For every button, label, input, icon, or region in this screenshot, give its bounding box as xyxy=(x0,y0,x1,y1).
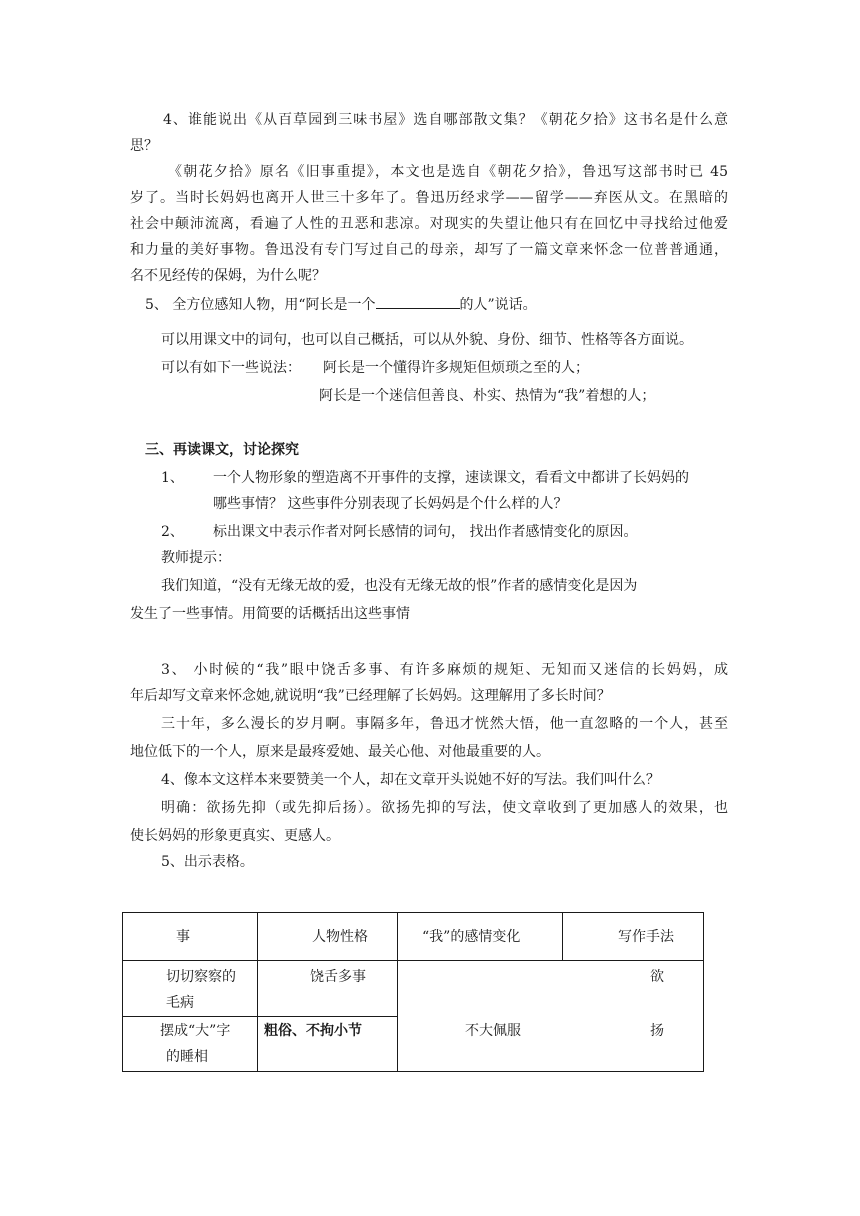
answer-paragraph-line-4: 和力量的美好事物。鲁迅没有专门写过自己的母亲，却写了一篇文章来怀念一位普普通通， xyxy=(130,242,728,258)
summary-table xyxy=(122,912,704,1072)
table-method-char-2: 扬 xyxy=(650,1023,664,1039)
item-5-line: 5、出示表格。 xyxy=(161,854,254,870)
answer-paragraph-line-1: 《朝花夕拾》原名《旧事重提》，本文也是选自《朝花夕拾》，鲁迅写这部书时已 45 xyxy=(168,164,728,180)
table-row-2-event-line-1: 摆成“大”字 xyxy=(160,1023,231,1039)
item-4-line-1: 4、像本文这样本来要赞美一个人，却在文章开头说她不好的写法。我们叫什么？ xyxy=(161,772,660,788)
example-2: 阿长是一个迷信但善良、朴实、热情为“我”着想的人； xyxy=(319,388,656,404)
item-1-number: 1、 xyxy=(161,470,184,486)
table-header-trait: 人物性格 xyxy=(312,929,368,945)
item-1-line-2: 哪些事情？ 这些事件分别表现了长妈妈是个什么样的人？ xyxy=(213,496,568,512)
table-feeling-value: 不大佩服 xyxy=(465,1023,521,1039)
table-row-1-event-line-2: 毛病 xyxy=(166,995,194,1011)
question-5-line-2: 可以用课文中的词句，也可以自己概括，可以从外貌、身份、细节、性格等各方面说。 xyxy=(161,332,693,348)
item-3-answer-line-2: 地位低下的一个人，原来是最疼爱她、最关心他、对他最重要的人。 xyxy=(130,744,550,760)
answer-paragraph-line-2: 岁了。当时长妈妈也离开人世三十多年了。鲁迅历经求学——留学——弃医从文。在黑暗的 xyxy=(130,190,728,206)
item-3-line-2: 年后却写文章来怀念她,就说明“我”已经理解了长妈妈。这理解用了多长时间？ xyxy=(130,688,611,704)
table-col-divider-3 xyxy=(562,912,563,960)
section-3-heading: 三、再读课文，讨论探究 xyxy=(145,442,299,458)
teacher-tip-label: 教师提示： xyxy=(161,550,231,566)
question-4-line-2: 思？ xyxy=(130,138,158,154)
tip-line-2: 发生了一些事情。用简要的话概括出这些事情 xyxy=(130,606,410,622)
table-border-bottom xyxy=(122,1071,704,1072)
item-2-number: 2、 xyxy=(161,524,184,540)
table-row-1-event-line-1: 切切察察的 xyxy=(166,969,236,985)
table-row-2-event-line-2: 的睡相 xyxy=(166,1049,208,1065)
item-3-answer-line-1: 三十年，多么漫长的岁月啊。事隔多年，鲁迅才恍然大悟，他一直忽略的一个人，甚至 xyxy=(161,716,728,732)
table-header-event: 事 xyxy=(176,929,190,945)
table-border-right xyxy=(703,912,704,1072)
table-row-2-trait: 粗俗、不拘小节 xyxy=(264,1023,362,1039)
item-4-answer-line-2: 使长妈妈的形象更真实、更感人。 xyxy=(130,828,340,844)
question-4-line-1: 4、谁能说出《从百草园到三味书屋》选自哪部散文集？《朝花夕拾》这书名是什么意 xyxy=(163,112,728,128)
table-border-left xyxy=(122,912,123,1072)
item-2-line-1: 标出课文中表示作者对阿长感情的词句， 找出作者感情变化的原因。 xyxy=(213,524,638,540)
table-col-divider-1 xyxy=(257,912,258,1072)
item-3-line-1: 3、 小时候的“我”眼中饶舌多事、有许多麻烦的规矩、无知而又迷信的长妈妈，成 xyxy=(161,662,728,678)
table-header-feeling: “我”的感情变化 xyxy=(422,929,521,945)
fill-in-blank xyxy=(376,294,460,309)
question-5-prefix: 5、 全方位感知人物，用“阿长是一个 xyxy=(145,297,376,313)
item-1-line-1: 一个人物形象的塑造离不开事件的支撑，速读课文，看看文中都讲了长妈妈的 xyxy=(213,470,689,486)
table-header-method: 写作手法 xyxy=(618,929,674,945)
answer-paragraph-line-5: 名不见经传的保姆，为什么呢？ xyxy=(130,268,326,284)
example-1: 阿长是一个懂得许多规矩但烦琐之至的人； xyxy=(323,360,589,376)
table-method-char-1: 欲 xyxy=(650,969,664,985)
examples-label: 可以有如下一些说法： xyxy=(161,360,301,376)
answer-paragraph-line-3: 社会中颠沛流离，看遍了人性的丑恶和悲凉。对现实的失望让他只有在回忆中寻找给过他爱 xyxy=(130,216,728,232)
examples-line-1 xyxy=(161,358,589,378)
table-border-top xyxy=(122,912,704,913)
table-col-divider-2 xyxy=(397,912,398,1072)
tip-line-1: 我们知道，“没有无缘无故的爱，也没有无缘无故的恨”作者的感情变化是因为 xyxy=(161,578,638,594)
table-row-divider xyxy=(122,1016,397,1017)
question-5-suffix: 的人”说话。 xyxy=(459,297,537,313)
question-5-line-1 xyxy=(145,294,537,315)
table-header-divider xyxy=(122,960,704,961)
table-row-1-trait: 饶舌多事 xyxy=(310,969,366,985)
item-4-answer-line-1: 明确：欲扬先抑（或先抑后扬）。欲扬先抑的写法，使文章收到了更加感人的效果，也 xyxy=(161,800,728,816)
